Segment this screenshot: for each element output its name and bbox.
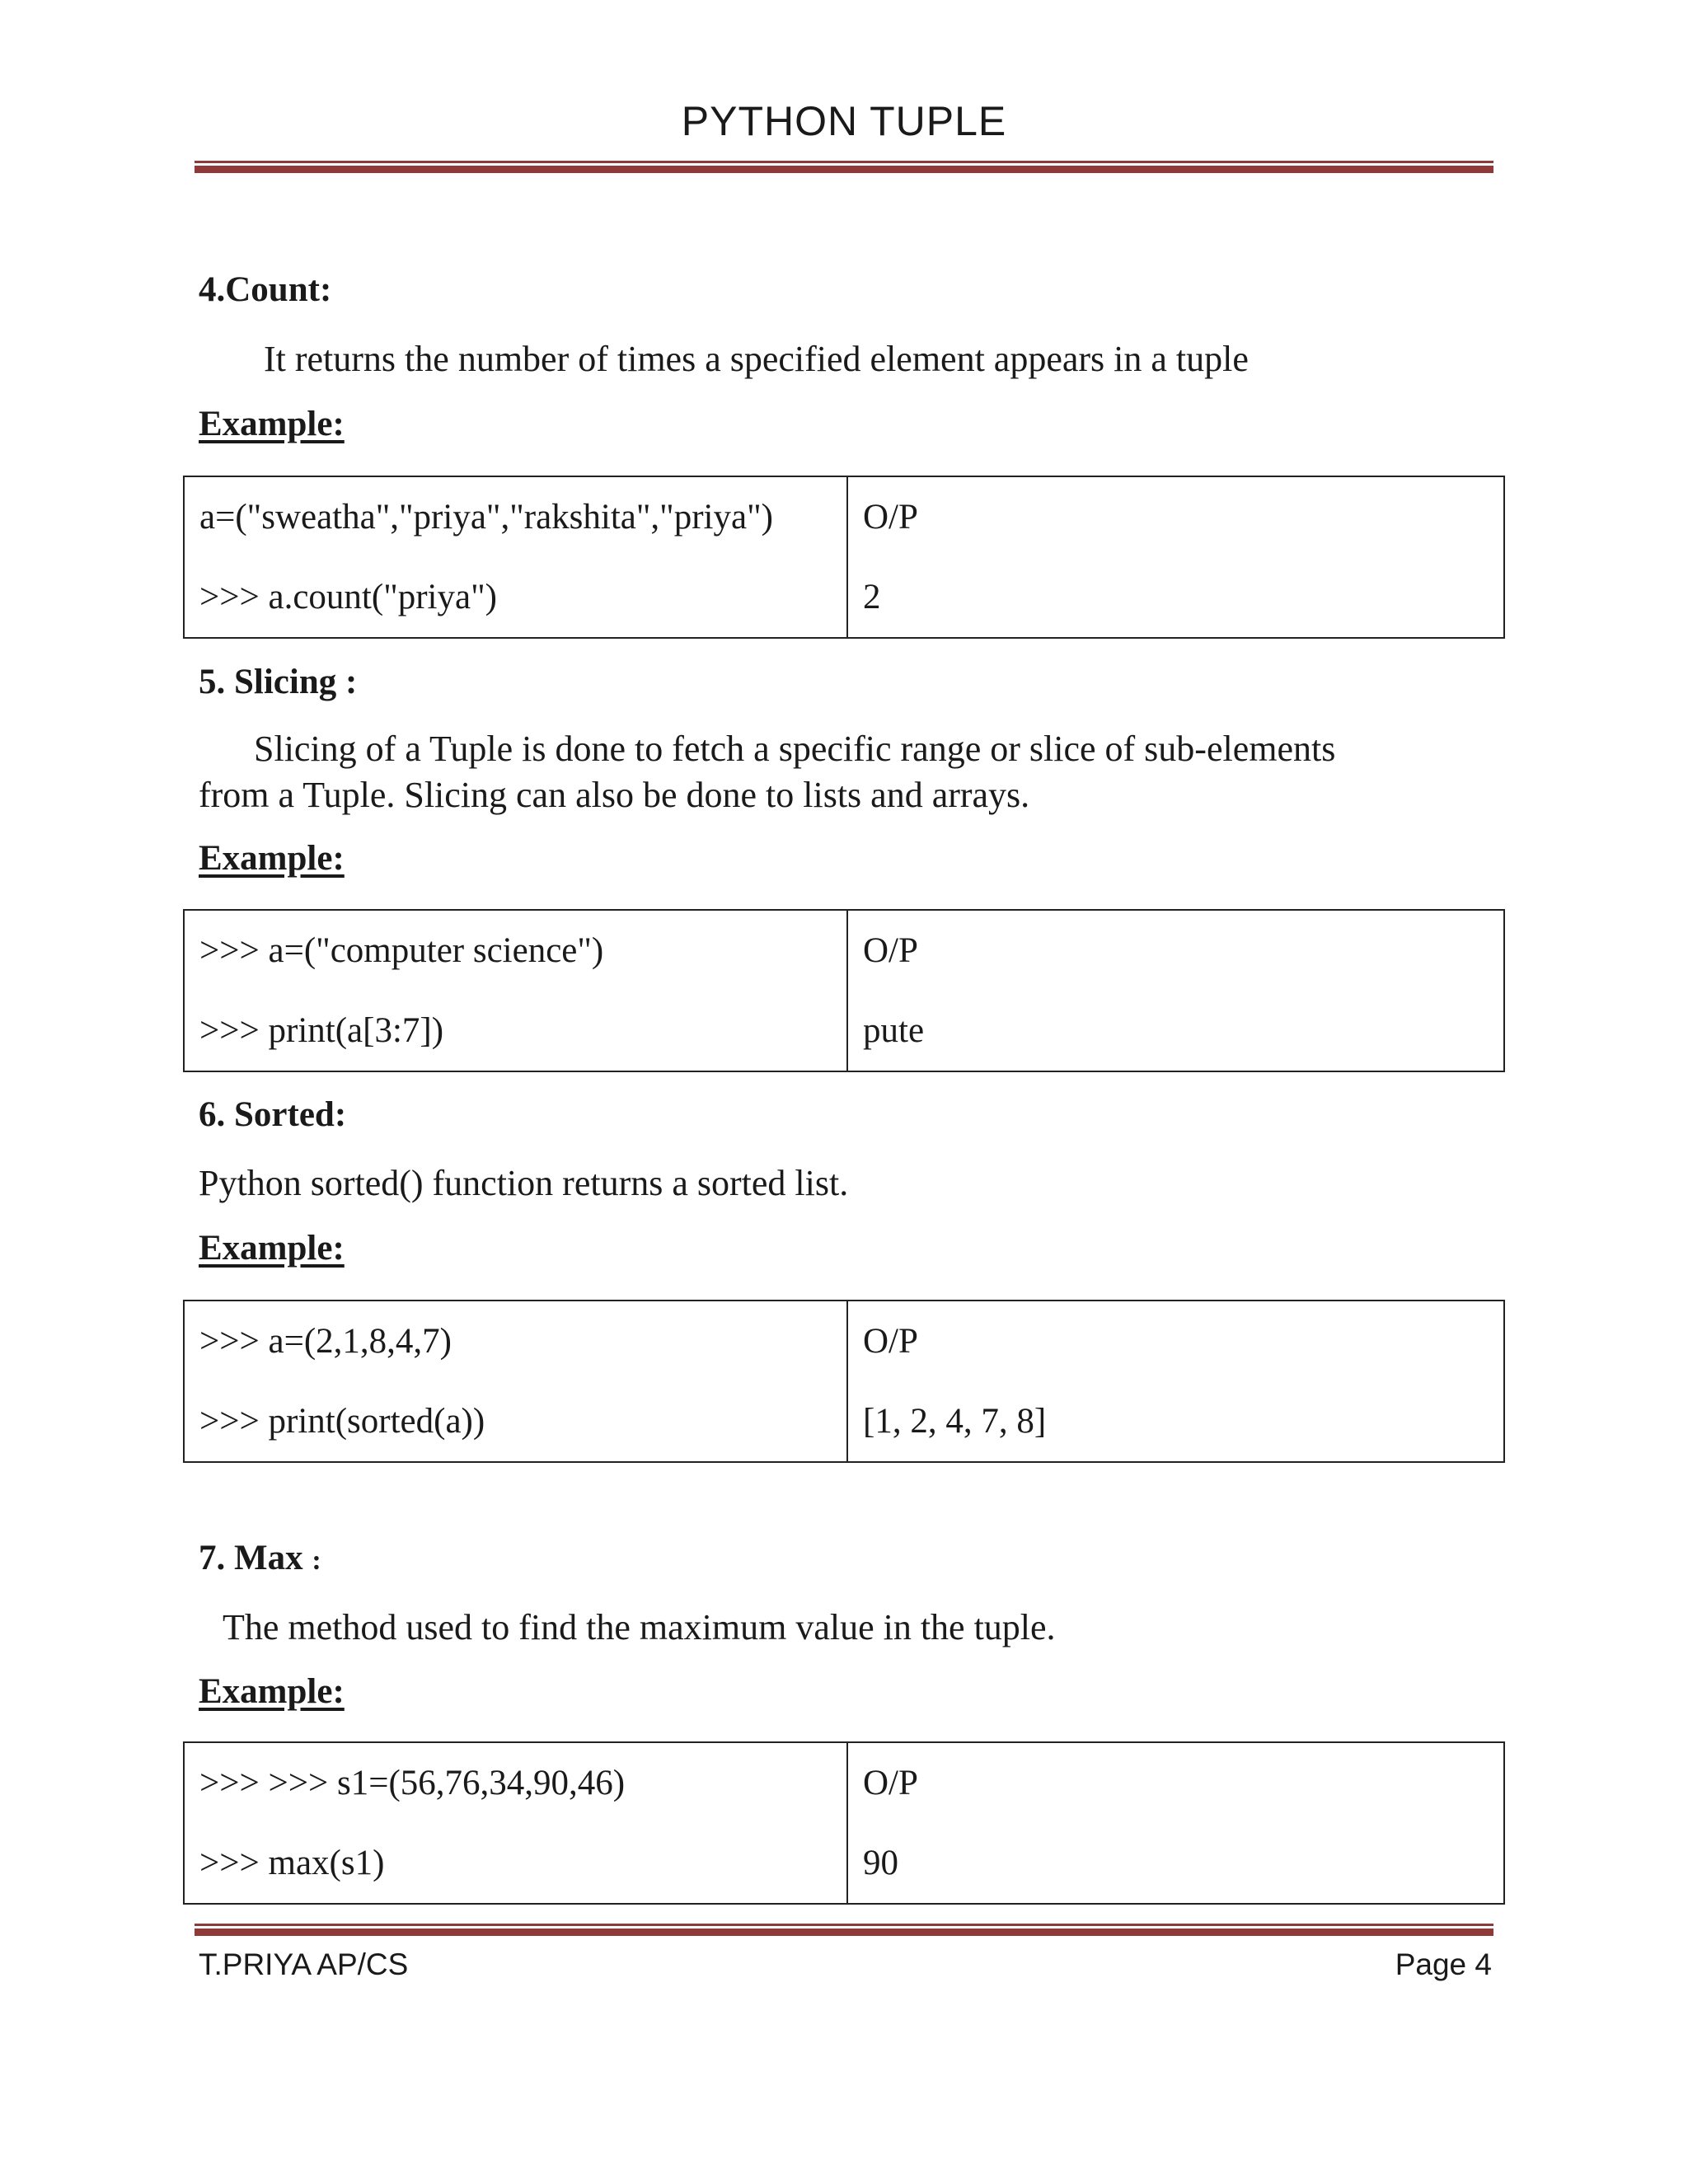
- code-cell: a=("sweatha","priya","rakshita","priya"): [184, 476, 847, 557]
- footer-divider: [195, 1924, 1493, 1936]
- table-row: [184, 991, 1504, 1071]
- slicing-description-line-1: Slicing of a Tuple is done to fetch a specific range or slice of sub-elements: [254, 729, 1336, 769]
- code-cell: >>> >>> s1=(56,76,34,90,46): [184, 1742, 847, 1823]
- section-heading-max-text: 7. Max: [199, 1539, 303, 1577]
- header-divider: [195, 161, 1493, 173]
- section-heading-sorted: 6. Sorted:: [199, 1095, 347, 1134]
- sorted-example-label: Example:: [199, 1229, 345, 1268]
- code-cell: >>> a.count("priya"): [184, 557, 847, 638]
- code-cell: >>> print(a[3:7]): [184, 991, 847, 1071]
- output-cell: 90: [847, 1823, 1504, 1904]
- output-cell: pute: [847, 991, 1504, 1071]
- section-heading-max: [199, 1538, 321, 1578]
- max-example-table: [183, 1741, 1505, 1905]
- footer-author: T.PRIYA AP/CS: [199, 1947, 409, 1981]
- slicing-example-table: [183, 909, 1505, 1072]
- output-cell: O/P: [847, 476, 1504, 557]
- code-cell: >>> a=(2,1,8,4,7): [184, 1301, 847, 1381]
- table-row: [184, 1381, 1504, 1462]
- max-description: The method used to find the maximum value in the tuple.: [223, 1607, 1056, 1647]
- code-cell: >>> max(s1): [184, 1823, 847, 1904]
- max-example-label: Example:: [199, 1672, 345, 1711]
- output-cell: [1, 2, 4, 7, 8]: [847, 1381, 1504, 1462]
- sorted-description: Python sorted() function returns a sorted list.: [199, 1163, 849, 1203]
- code-cell: >>> a=("computer science"): [184, 910, 847, 991]
- table-row: [184, 1823, 1504, 1904]
- page-title: PYTHON TUPLE: [681, 98, 1007, 144]
- table-row: [184, 476, 1504, 557]
- count-description: It returns the number of times a specified element appears in a tuple: [264, 339, 1249, 379]
- slicing-description-line-2: from a Tuple. Slicing can also be done to lists and arrays.: [199, 775, 1030, 815]
- section-heading-count: 4.Count:: [199, 270, 332, 309]
- count-example-label: Example:: [199, 405, 345, 443]
- section-heading-max-suffix: :: [312, 1545, 321, 1576]
- output-cell: 2: [847, 557, 1504, 638]
- output-cell: O/P: [847, 1742, 1504, 1823]
- output-cell: O/P: [847, 910, 1504, 991]
- section-heading-slicing: 5. Slicing :: [199, 663, 358, 701]
- table-row: [184, 910, 1504, 991]
- slicing-example-label: Example:: [199, 839, 345, 878]
- table-row: [184, 557, 1504, 638]
- footer-page-number: Page 4: [1395, 1947, 1492, 1981]
- output-cell: O/P: [847, 1301, 1504, 1381]
- table-row: [184, 1301, 1504, 1381]
- table-row: [184, 1742, 1504, 1823]
- sorted-example-table: [183, 1300, 1505, 1463]
- code-cell: >>> print(sorted(a)): [184, 1381, 847, 1462]
- count-example-table: [183, 476, 1505, 639]
